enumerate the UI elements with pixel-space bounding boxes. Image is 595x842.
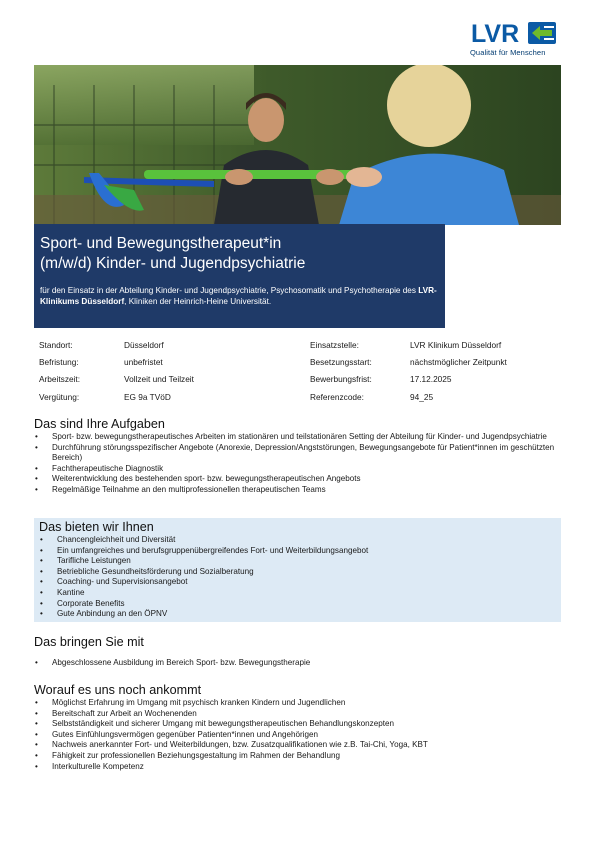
fact-label: Bewerbungsfrist: — [310, 374, 372, 385]
list-item: • Fachtherapeutische Diagnostik — [34, 464, 561, 475]
fact-label: Einsatzstelle: — [310, 340, 359, 350]
fact-value: Düsseldorf — [124, 340, 164, 350]
list-item: • Abgeschlossene Ausbildung im Bereich Sport- bzw. Bewegungstherapie — [34, 658, 561, 669]
section-tasks — [34, 417, 561, 496]
fact-value: unbefristet — [124, 357, 163, 368]
task-list — [34, 432, 561, 496]
section-title: Das sind Ihre Aufgaben — [34, 417, 165, 431]
job-subtitle — [40, 285, 439, 307]
fact-value: EG 9a TVöD — [124, 391, 171, 402]
offer-list — [39, 535, 556, 620]
list-item: • Sport- bzw. bewegungstherapeutisches Arbeiten im stationären und teilstationären Setting der Abteilung für Kinder- und Jugendpsychiatrie — [34, 432, 561, 443]
list-item: • Corporate Benefits — [39, 599, 556, 610]
subtitle-text-1: für den Einsatz in der Abteilung Kinder- und Jugendpsychiatrie, Psychosomatik und Psychotherapie des — [40, 286, 419, 295]
fact-label: Referenzcode: — [310, 391, 364, 402]
list-item: • Betriebliche Gesundheitsförderung und Sozialberatung — [39, 567, 556, 578]
list-item: • Regelmäßige Teilnahme an den multiprofessionellen therapeutischen Teams — [34, 485, 561, 496]
fact-row — [39, 340, 559, 357]
fact-value: nächstmöglicher Zeitpunkt — [410, 357, 507, 368]
hero-photo — [34, 65, 561, 225]
list-item: • Nachweis anerkannter Fort- und Weiterbildungen, bzw. Zusatzqualifikationen wie z.B. Tai-Chi, Yoga, KBT — [34, 740, 561, 751]
list-item: • Coaching- und Supervisionsangebot — [39, 577, 556, 588]
section-requirements — [34, 635, 561, 669]
section-title: Das bieten wir Ihnen — [39, 520, 154, 534]
fact-label: Standort: — [39, 340, 73, 350]
fact-label: Vergütung: — [39, 391, 80, 402]
section-offer — [34, 518, 561, 622]
fact-value: Vollzeit und Teilzeit — [124, 374, 194, 385]
extras-list — [34, 698, 561, 772]
subtitle-bold: LVR-Klinikums Düsseldorf — [40, 286, 437, 306]
fact-label: Befristung: — [39, 357, 79, 368]
fact-label: Arbeitszeit: — [39, 374, 81, 385]
list-item: • Kantine — [39, 588, 556, 599]
list-item: • Bereitschaft zur Arbeit an Wochenenden — [34, 709, 561, 720]
job-title-line1: Sport- und Bewegungstherapeut*in — [40, 235, 282, 252]
requirement-list — [34, 658, 561, 669]
lvr-logo — [470, 20, 562, 60]
fact-row — [39, 357, 559, 374]
section-title: Das bringen Sie mit — [34, 635, 144, 649]
fact-label: Besetzungsstart: — [310, 357, 372, 368]
list-item: • Gutes Einfühlungsvermögen gegenüber Patienten*innen und Angehörigen — [34, 730, 561, 741]
lvr-logo-icon — [470, 20, 558, 46]
list-item: • Ein umfangreiches und berufsgruppenübergreifendes Fort- und Weiterbildungsangebot — [39, 546, 556, 557]
svg-text:LVR: LVR — [471, 20, 520, 46]
list-item: • Fähigkeit zur professionellen Beziehungsgestaltung im Rahmen der Behandlung — [34, 751, 561, 762]
fact-row — [39, 374, 559, 391]
section-extras — [34, 683, 561, 772]
list-item: • Möglichst Erfahrung im Umgang mit psychisch kranken Kindern und Jugendlichen — [34, 698, 561, 709]
list-item: • Durchführung störungsspezifischer Angebote (Anorexie, Depression/Angststörungen, Bewegungsangebote für Patient*innen im geschützten Bereich) — [34, 443, 561, 464]
list-item: • Weiterentwicklung des bestehenden sport- bzw. bewegungstherapeutischen Angebots — [34, 474, 561, 485]
fact-value: 94_25 — [410, 391, 434, 402]
list-item: • Selbstständigkeit und sicherer Umgang mit bewegungstherapeutischen Behandlungskonzepten — [34, 719, 561, 730]
job-title-box — [34, 224, 445, 328]
section-title: Worauf es uns noch ankommt — [34, 683, 202, 697]
list-item: • Gute Anbindung an den ÖPNV — [39, 609, 556, 620]
fact-value: LVR Klinikum Düsseldorf — [410, 340, 502, 350]
job-title — [40, 234, 439, 274]
fact-row — [39, 392, 559, 409]
fact-value: 17.12.2025 — [410, 374, 452, 385]
logo-tagline: Qualität für Menschen — [470, 48, 546, 57]
list-item: • Tarifliche Leistungen — [39, 556, 556, 567]
job-facts — [39, 340, 559, 409]
list-item: • Interkulturelle Kompetenz — [34, 762, 561, 773]
list-item: • Chancengleichheit und Diversität — [39, 535, 556, 546]
subtitle-text-2: , Kliniken der Heinrich-Heine Universität. — [124, 297, 272, 306]
job-title-line2: (m/w/d) Kinder- und Jugendpsychiatrie — [40, 255, 306, 272]
